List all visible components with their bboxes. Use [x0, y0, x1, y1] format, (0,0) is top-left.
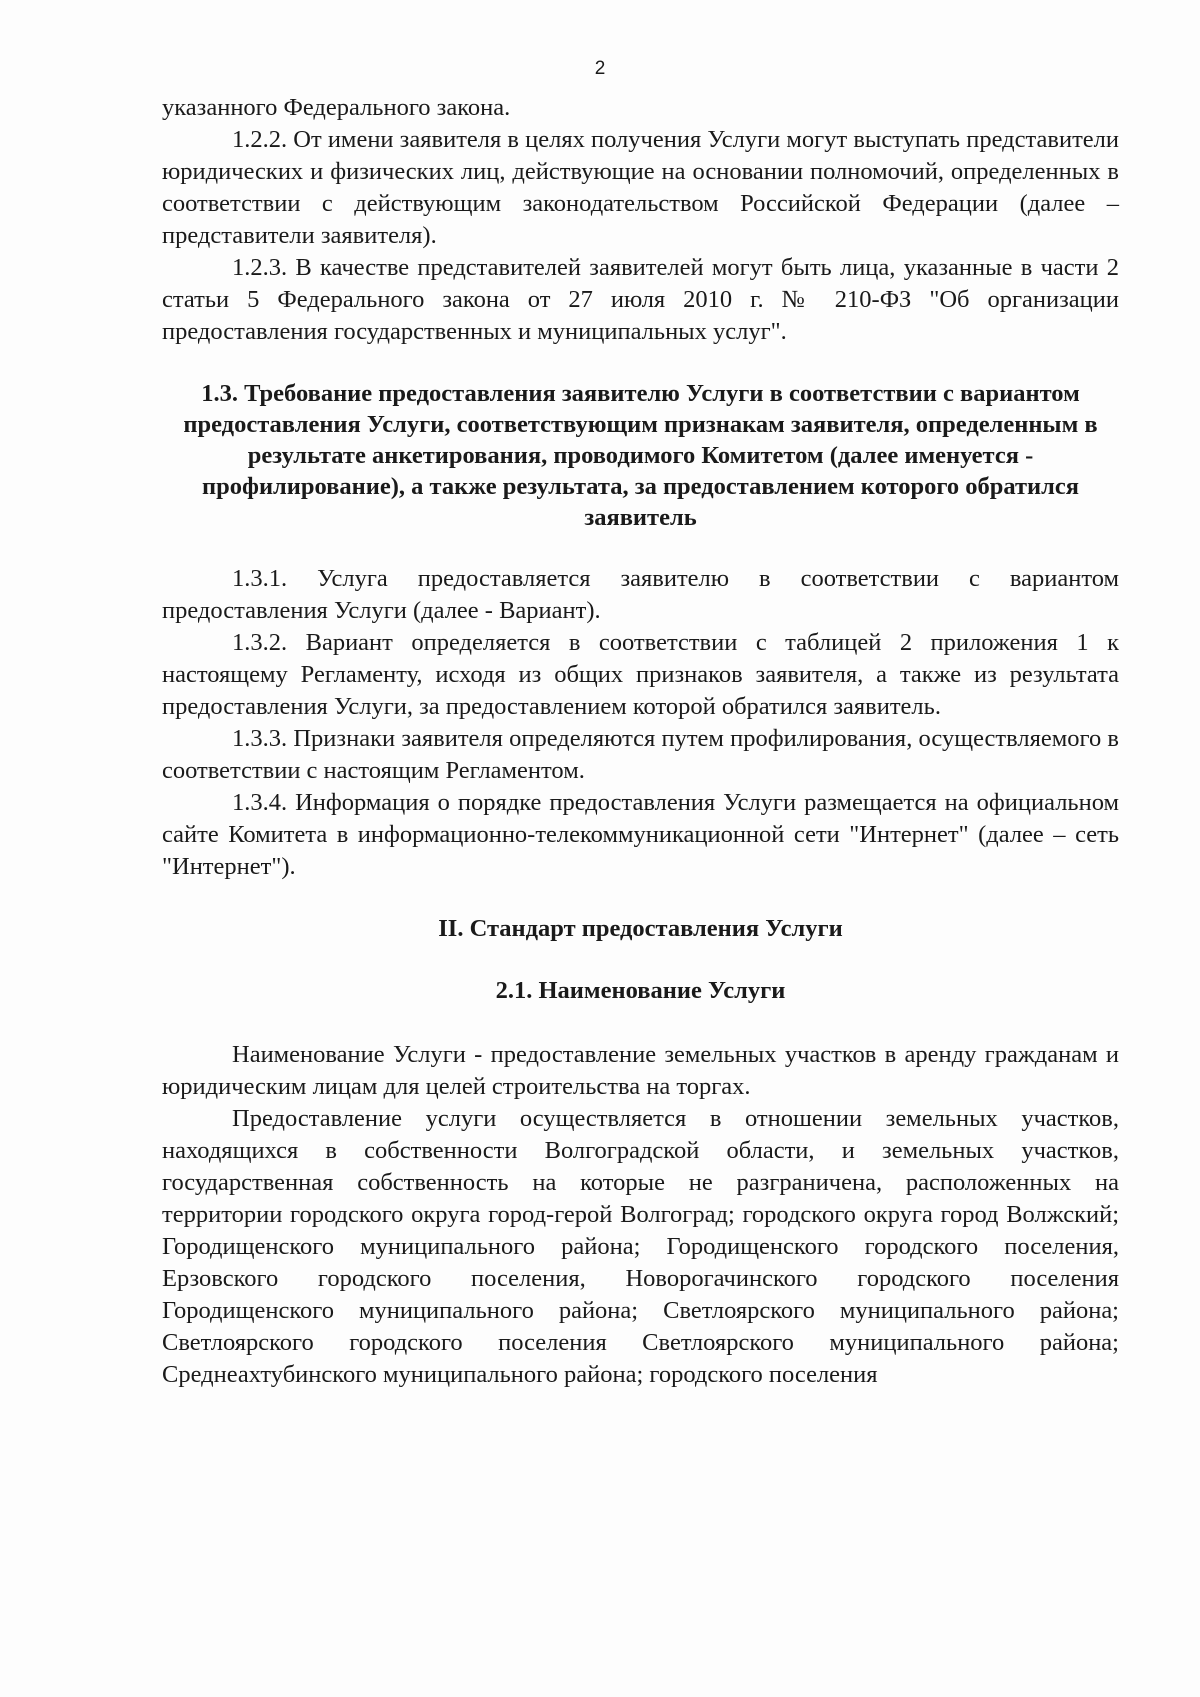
chapter-heading-2: II. Стандарт предоставления Услуги	[438, 915, 843, 942]
section-heading-2-1: 2.1. Наименование Услуги	[495, 977, 786, 1004]
paragraph-service-name: Наименование Услуги - предоставление земельных участков в аренду гражданам и юридическим лицам для целей строительства на торгах.	[162, 1041, 1119, 1100]
paragraph-1-3-2: 1.3.2. Вариант определяется в соответствии с таблицей 2 приложения 1 к настоящему Регламенту, исходя из общих признаков заявителя, а также из результата предоставления Услуги, за предоставлением которой обратился заявитель.	[162, 629, 1119, 720]
paragraph-service-scope: Предоставление услуги осуществляется в отношении земельных участков, находящихся в собственности Волгоградской области, и земельных участков, государственная собственность на которые не разграничена, расположенных на территории городского округа город-герой Волгоград; городского округа город Волжский; Городищенского муниципального района; Городищенского городского поселения, Ерзовского городского поселения, Новорогачинского городского поселения Городищенского муниципального района; Светлоярского муниципального района; Светлоярского городского поселения Светлоярского муниципального района; Среднеахтубинского муниципального района; городского поселения	[162, 1105, 1119, 1388]
page-number: 2	[594, 58, 606, 79]
paragraph-1-2-3: 1.2.3. В качестве представителей заявителей могут быть лица, указанные в части 2 статьи 5 Федерального закона от 27 июля 2010 г. № 210-ФЗ "Об организации предоставления государственных и муниципальных услуг".	[162, 254, 1119, 345]
section-heading-1-3: 1.3. Требование предоставления заявителю Услуги в соответствии с вариантом предоставления Услуги, соответствующим признакам заявителя, определенным в результате анкетирования, проводимого Комитетом (далее именуется - профилирование), а также результата, за предоставлением которого обратился заявитель	[183, 380, 1098, 531]
paragraph-continuation: указанного Федерального закона.	[162, 94, 511, 121]
paragraph-1-3-3: 1.3.3. Признаки заявителя определяются путем профилирования, осуществляемого в соответствии с настоящим Регламентом.	[162, 725, 1119, 784]
document-body	[162, 92, 1119, 1391]
paragraph-1-2-2: 1.2.2. От имени заявителя в целях получения Услуги могут выступать представители юридических и физических лиц, действующие на основании полномочий, определенных в соответствии с действующим законодательством Российской Федерации (далее – представители заявителя).	[162, 126, 1119, 249]
paragraph-1-3-4: 1.3.4. Информация о порядке предоставления Услуги размещается на официальном сайте Комитета в информационно-телекоммуникационной сети "Интернет" (далее – сеть "Интернет").	[162, 789, 1119, 880]
paragraph-1-3-1: 1.3.1. Услуга предоставляется заявителю в соответствии с вариантом предоставления Услуги (далее - Вариант).	[162, 565, 1119, 624]
